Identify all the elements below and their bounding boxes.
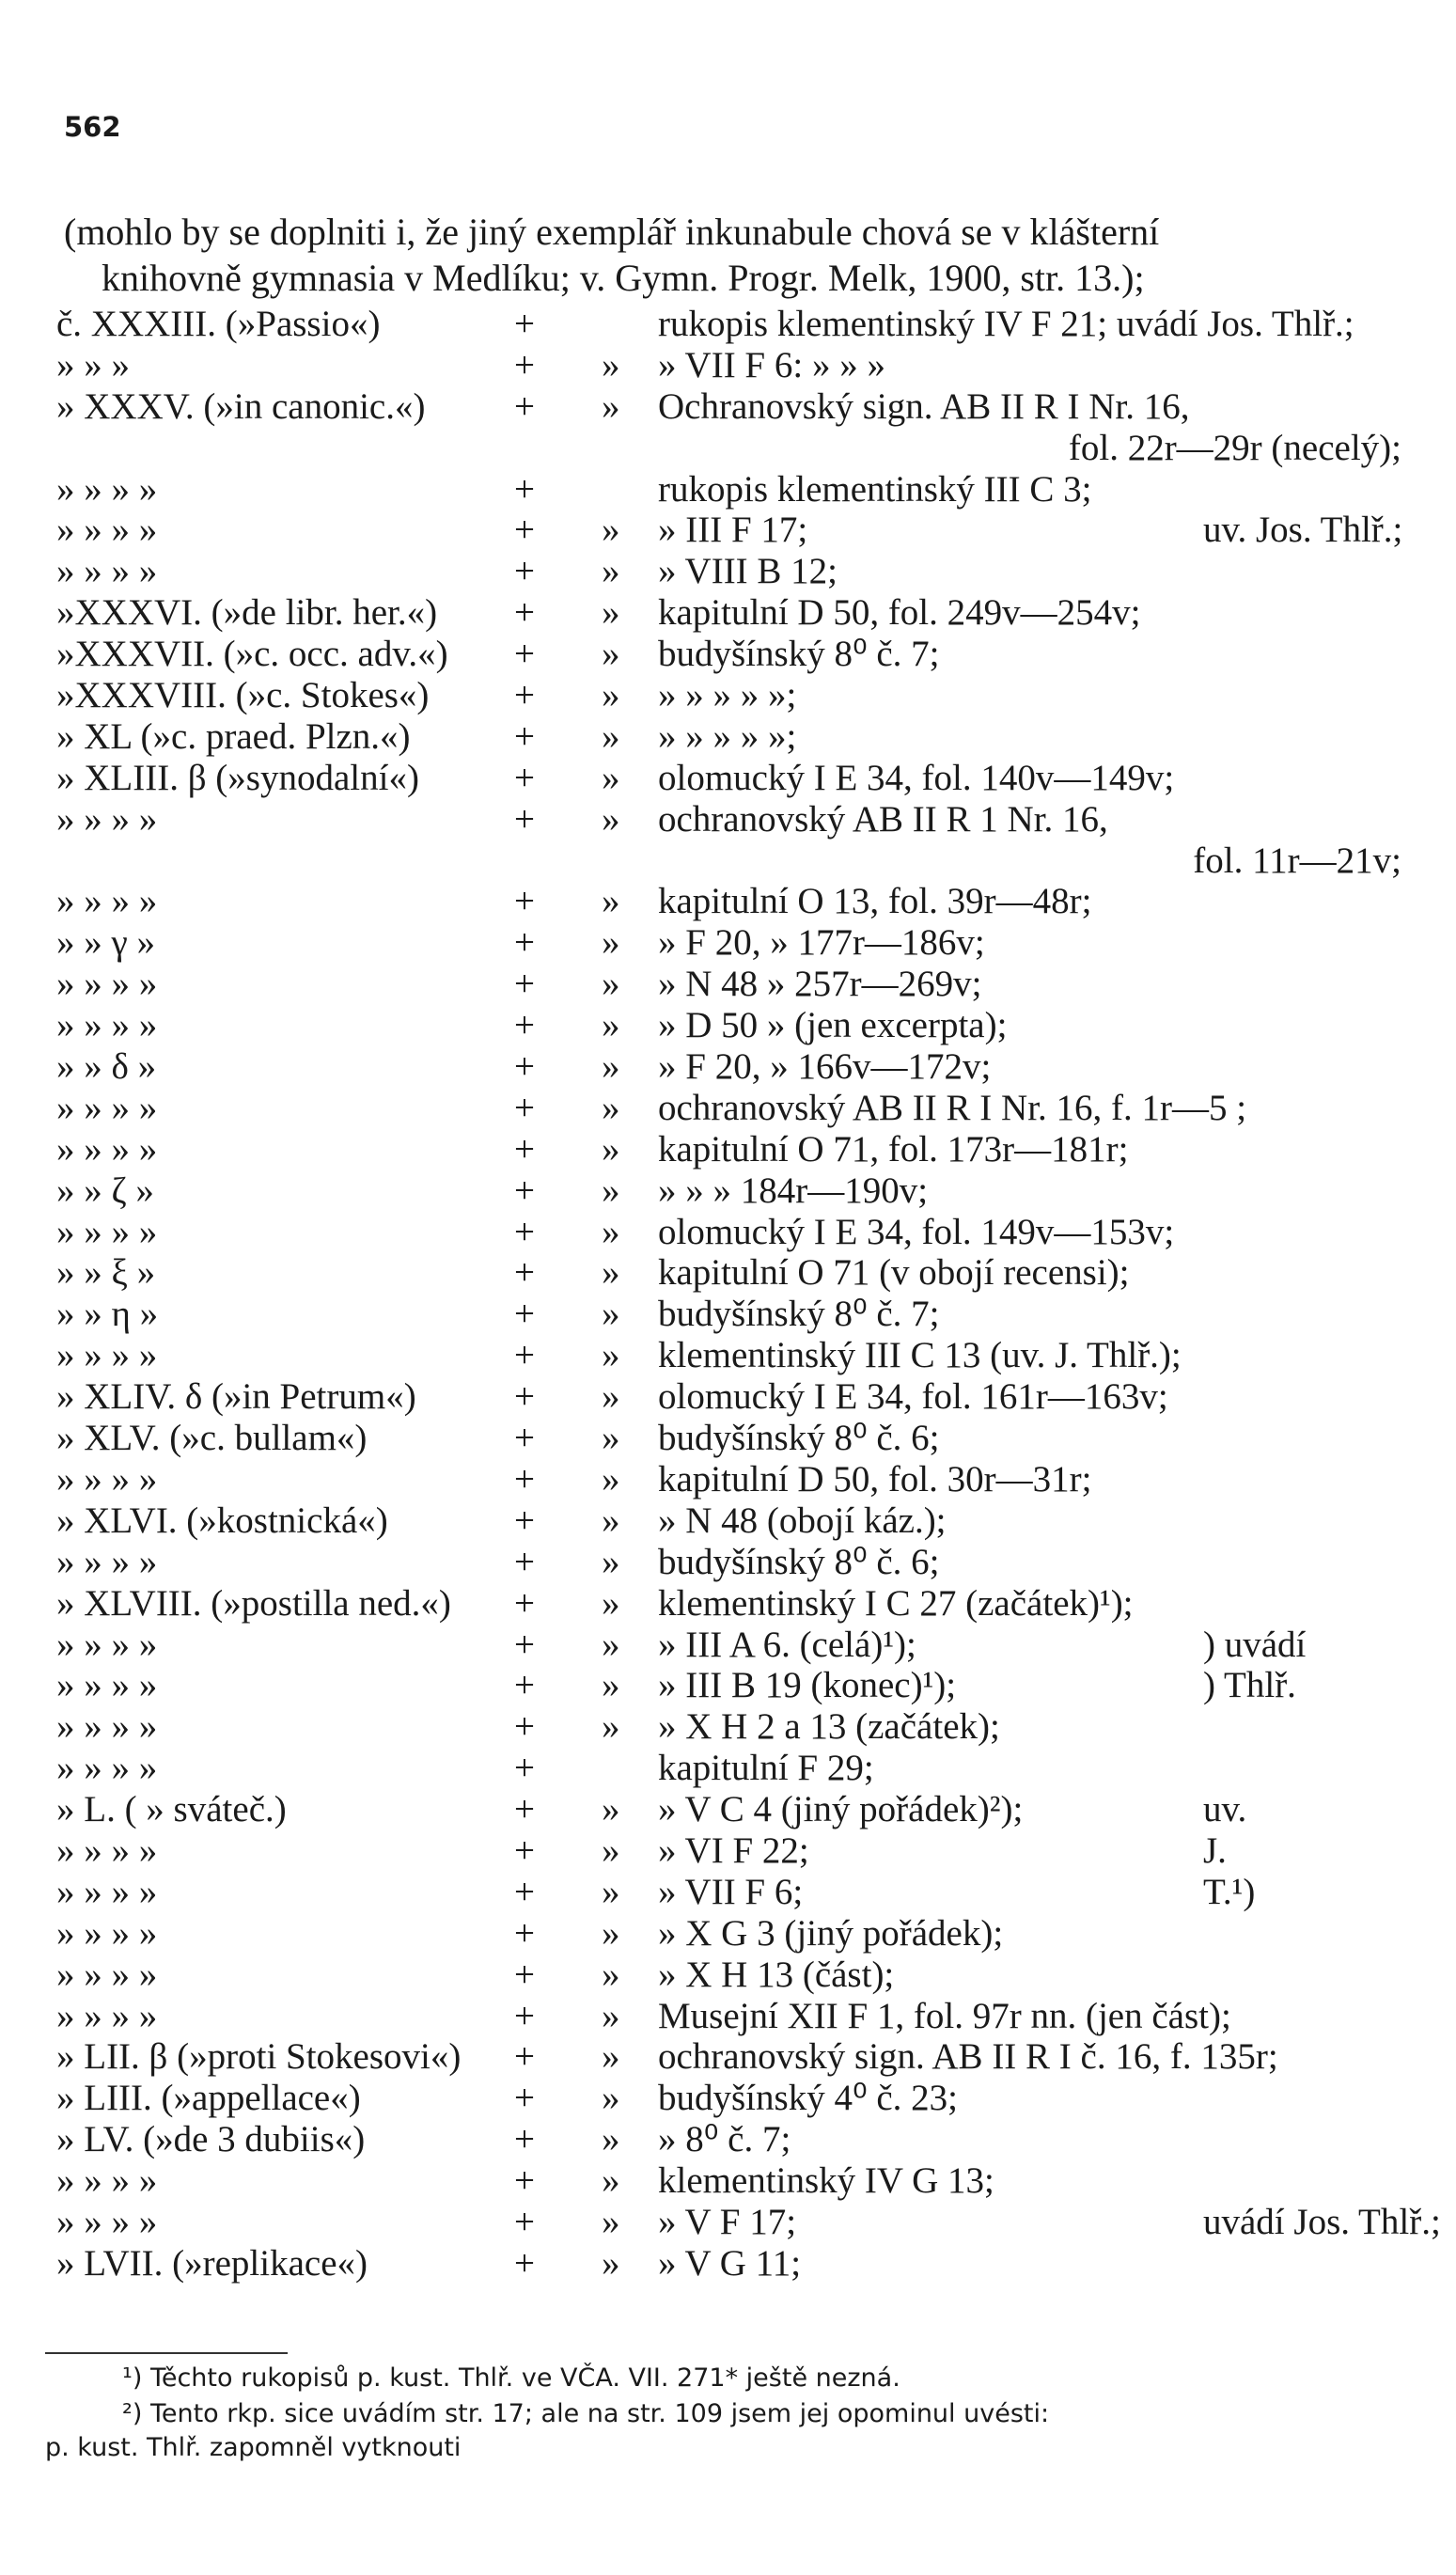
- row-dagger: +: [514, 1582, 535, 1624]
- row-manuscript: Ochranovský sign. AB II R I Nr. 16,: [658, 385, 1190, 427]
- row-manuscript: rukopis klementinský III C 3;: [658, 468, 1092, 510]
- row-manuscript: budyšínský 4⁰ č. 23;: [658, 2078, 958, 2119]
- list-row: [0, 1291, 1456, 1335]
- row-signature: » » » »: [56, 1954, 158, 1995]
- row-note: ) Thlř.: [1203, 1665, 1296, 1706]
- row-ditto: »: [602, 2160, 620, 2202]
- row-signature: » » » »: [56, 1541, 158, 1582]
- list-row: [0, 1209, 1456, 1250]
- row-dagger: +: [514, 1912, 535, 1954]
- list-row: [0, 1168, 1456, 1209]
- list-row: [0, 2075, 1456, 2119]
- list-row: [0, 589, 1456, 634]
- list-row: [0, 1085, 1456, 1126]
- row-ditto: »: [602, 592, 620, 634]
- list-row: [0, 961, 1456, 1005]
- row-manuscript: ochranovský sign. AB II R I č. 16, f. 135r;: [658, 2036, 1278, 2078]
- row-dagger: +: [514, 634, 535, 675]
- footnote-rule: [45, 2352, 288, 2354]
- row-dagger: +: [514, 798, 535, 840]
- row-manuscript: » X G 3 (jiný pořádek);: [658, 1912, 1004, 1954]
- row-dagger: +: [514, 1829, 535, 1871]
- row-signature: » XL (»c. praed. Plzn.«): [56, 715, 411, 757]
- row-ditto: »: [602, 344, 620, 385]
- row-manuscript: » VIII B 12;: [658, 551, 838, 592]
- row-dagger: +: [514, 592, 535, 634]
- row-signature: » » » »: [56, 1665, 158, 1706]
- row-dagger: +: [514, 1170, 535, 1211]
- list-row: [0, 631, 1456, 675]
- row-signature: » » γ »: [56, 922, 155, 964]
- row-ditto: »: [602, 510, 620, 551]
- footnote-2-continued: p. kust. Thlř. zapomněl vytknouti: [45, 2433, 462, 2462]
- row-ditto: »: [602, 1829, 620, 1871]
- row-dagger: +: [514, 344, 535, 385]
- row-ditto: »: [602, 1624, 620, 1665]
- row-dagger: +: [514, 1211, 535, 1252]
- row-manuscript: klementinský III C 13 (uv. J. Thlř.);: [658, 1335, 1182, 1376]
- row-manuscript: » N 48 (obojí káz.);: [658, 1499, 947, 1541]
- row-dagger: +: [514, 2078, 535, 2119]
- row-signature: » XXXV. (»in canonic.«): [56, 385, 426, 427]
- row-signature: » XLIV. δ (»in Petrum«): [56, 1376, 416, 1418]
- row-manuscript: » VI F 22;: [658, 1829, 809, 1871]
- row-manuscript: kapitulní O 71 (v obojí recensi);: [658, 1252, 1130, 1294]
- list-row: [0, 1580, 1456, 1622]
- row-manuscript: » V F 17;: [658, 2201, 797, 2242]
- row-signature: » » »: [56, 344, 130, 385]
- row-dagger: +: [514, 1541, 535, 1582]
- row-dagger: +: [514, 2201, 535, 2242]
- row-ditto: »: [602, 1335, 620, 1376]
- row-manuscript: fol. 22r—29r (necelý);: [1068, 427, 1401, 468]
- row-ditto: »: [602, 2119, 620, 2160]
- row-signature: » » » »: [56, 1706, 158, 1748]
- row-ditto: »: [602, 1789, 620, 1830]
- row-signature: »XXXVII. (»c. occ. adv.«): [56, 634, 448, 675]
- row-signature: » » ξ »: [56, 1252, 156, 1294]
- row-dagger: +: [514, 1335, 535, 1376]
- row-manuscript: » D 50 » (jen excerpta);: [658, 1005, 1008, 1046]
- row-ditto: »: [602, 1376, 620, 1418]
- row-dagger: +: [514, 1087, 535, 1128]
- list-row: [0, 2158, 1456, 2202]
- row-ditto: »: [602, 1871, 620, 1912]
- row-dagger: +: [514, 2119, 535, 2160]
- row-ditto: »: [602, 1954, 620, 1995]
- row-manuscript: Musejní XII F 1, fol. 97r nn. (jen část);: [658, 1995, 1231, 2036]
- row-dagger: +: [514, 1376, 535, 1418]
- row-manuscript: » » » » »;: [658, 675, 797, 716]
- list-row: [0, 1786, 1456, 1828]
- row-signature: » LVII. (»replikace«): [56, 2242, 368, 2284]
- row-dagger: +: [514, 1458, 535, 1499]
- row-note: T.¹): [1203, 1871, 1256, 1912]
- list-row: [0, 919, 1456, 964]
- list-row: [0, 1044, 1456, 1088]
- row-signature: » » » »: [56, 1912, 158, 1954]
- row-note: ) uvádí: [1203, 1624, 1307, 1665]
- row-dagger: +: [514, 1252, 535, 1294]
- list-row: [0, 878, 1456, 922]
- row-dagger: +: [514, 1046, 535, 1088]
- row-ditto: »: [602, 715, 620, 757]
- row-signature: » » » »: [56, 1871, 158, 1912]
- row-dagger: +: [514, 1294, 535, 1335]
- row-signature: » » » »: [56, 881, 158, 922]
- row-signature: » » » »: [56, 1087, 158, 1128]
- row-dagger: +: [514, 1499, 535, 1541]
- row-ditto: »: [602, 1665, 620, 1706]
- row-signature: »XXXVIII. (»c. Stokes«): [56, 675, 430, 716]
- list-row: [0, 2199, 1456, 2240]
- row-manuscript: » » » » »;: [658, 715, 797, 757]
- row-ditto: »: [602, 634, 620, 675]
- row-signature: » » » »: [56, 510, 158, 551]
- row-dagger: +: [514, 1128, 535, 1170]
- list-row: [0, 714, 1456, 755]
- row-dagger: +: [514, 964, 535, 1005]
- row-signature: » LV. (»de 3 dubiis«): [56, 2119, 366, 2160]
- row-manuscript: kapitulní D 50, fol. 249v—254v;: [658, 592, 1141, 634]
- row-signature: » L. ( » sváteč.): [56, 1789, 287, 1830]
- row-dagger: +: [514, 385, 535, 427]
- row-manuscript: » 8⁰ č. 7;: [658, 2119, 791, 2160]
- row-ditto: »: [602, 1541, 620, 1582]
- row-manuscript: rukopis klementinský IV F 21; uvádí Jos. Thlř.;: [658, 304, 1354, 344]
- list-row: [0, 1662, 1456, 1704]
- row-manuscript: » III A 6. (celá)¹);: [658, 1624, 916, 1665]
- row-signature: » » » »: [56, 551, 158, 592]
- row-manuscript: budyšínský 8⁰ č. 7;: [658, 1294, 940, 1335]
- row-manuscript: » X H 13 (část);: [658, 1954, 895, 1995]
- row-dagger: +: [514, 1871, 535, 1912]
- list-row: [0, 2033, 1456, 2078]
- list-row: [0, 1249, 1456, 1294]
- row-ditto: »: [602, 551, 620, 592]
- list-row: [0, 1539, 1456, 1580]
- list-row: [0, 1622, 1456, 1663]
- row-signature: » » » »: [56, 1458, 158, 1499]
- row-dagger: +: [514, 715, 535, 757]
- row-signature: » » » »: [56, 798, 158, 840]
- row-ditto: »: [602, 1294, 620, 1335]
- row-dagger: +: [514, 1624, 535, 1665]
- manuscript-list: [0, 301, 1456, 2282]
- row-manuscript: klementinský I C 27 (začátek)¹);: [658, 1582, 1134, 1624]
- row-manuscript: » V G 11;: [658, 2242, 802, 2284]
- list-row: [0, 1828, 1456, 1869]
- row-signature: » » η »: [56, 1294, 159, 1335]
- row-dagger: +: [514, 1954, 535, 1995]
- row-signature: » » » »: [56, 1995, 158, 2036]
- row-ditto: »: [602, 1706, 620, 1748]
- row-manuscript: budyšínský 8⁰ č. 6;: [658, 1418, 940, 1459]
- row-manuscript: » VII F 6;: [658, 1871, 804, 1912]
- row-ditto: »: [602, 2036, 620, 2078]
- intro-paragraph: [64, 209, 1427, 301]
- row-dagger: +: [514, 2036, 535, 2078]
- row-note: uvádí Jos. Thlř.;: [1203, 2201, 1441, 2242]
- row-ditto: »: [602, 1211, 620, 1252]
- list-row: [0, 1704, 1456, 1748]
- row-signature: » » » »: [56, 1211, 158, 1252]
- list-row: [0, 1002, 1456, 1044]
- row-dagger: +: [514, 757, 535, 798]
- footnote-1: ¹) Těchto rukopisů p. kust. Thlř. ve VČA. VII. 271* ještě nezná.: [122, 2363, 900, 2393]
- row-note: uv.: [1203, 1789, 1247, 1830]
- list-row: [0, 342, 1456, 384]
- row-manuscript: » » » 184r—190v;: [658, 1170, 929, 1211]
- row-ditto: »: [602, 385, 620, 427]
- row-dagger: +: [514, 304, 535, 344]
- row-dagger: +: [514, 1706, 535, 1748]
- row-manuscript: » F 20, » 177r—186v;: [658, 922, 985, 964]
- list-row: [0, 1745, 1456, 1789]
- row-signature: » » » »: [56, 468, 158, 510]
- row-manuscript: klementinský IV G 13;: [658, 2160, 994, 2202]
- row-signature: » » δ »: [56, 1046, 157, 1088]
- row-dagger: +: [514, 2242, 535, 2284]
- row-ditto: »: [602, 1995, 620, 2036]
- list-row: [0, 507, 1456, 551]
- row-dagger: +: [514, 1995, 535, 2036]
- row-signature: » LII. β (»proti Stokesovi«): [56, 2036, 462, 2078]
- row-ditto: »: [602, 2078, 620, 2119]
- row-ditto: »: [602, 1499, 620, 1541]
- row-signature: » » » »: [56, 1748, 158, 1789]
- intro-line: (mohlo by se doplniti i, že jiný exemplář inkunabule chová se v klášterní: [64, 211, 1160, 253]
- row-dagger: +: [514, 1789, 535, 1830]
- row-manuscript: fol. 11r—21v;: [1193, 840, 1401, 881]
- row-signature: » » » »: [56, 2160, 158, 2202]
- row-dagger: +: [514, 551, 535, 592]
- row-signature: » » » »: [56, 964, 158, 1005]
- row-dagger: +: [514, 1418, 535, 1459]
- row-manuscript: olomucký I E 34, fol. 140v—149v;: [658, 757, 1175, 798]
- row-note: uv. Jos. Thlř.;: [1203, 510, 1403, 551]
- row-dagger: +: [514, 881, 535, 922]
- list-row: [0, 796, 1456, 838]
- row-manuscript: budyšínský 8⁰ č. 7;: [658, 634, 940, 675]
- list-row: [0, 1374, 1456, 1418]
- list-row: [0, 1126, 1456, 1168]
- row-ditto: »: [602, 757, 620, 798]
- row-signature: » » » »: [56, 1335, 158, 1376]
- row-manuscript: ochranovský AB II R I Nr. 16, f. 1r—5 ;: [658, 1087, 1247, 1128]
- row-signature: » XLIII. β (»synodalní«): [56, 757, 419, 798]
- row-signature: »XXXVI. (»de libr. her.«): [56, 592, 438, 634]
- row-manuscript: kapitulní O 71, fol. 173r—181r;: [658, 1128, 1129, 1170]
- list-row: [0, 1993, 1456, 2034]
- page-number: 562: [64, 111, 121, 143]
- row-ditto: »: [602, 2201, 620, 2242]
- row-ditto: »: [602, 1458, 620, 1499]
- list-row: [0, 1952, 1456, 1993]
- row-dagger: +: [514, 1748, 535, 1789]
- list-row: [0, 466, 1456, 508]
- row-dagger: +: [514, 510, 535, 551]
- list-row: [0, 2240, 1456, 2282]
- row-ditto: »: [602, 1087, 620, 1128]
- row-dagger: +: [514, 922, 535, 964]
- row-ditto: »: [602, 964, 620, 1005]
- list-row: [0, 425, 1456, 466]
- row-signature: » » ζ »: [56, 1170, 154, 1211]
- row-manuscript: budyšínský 8⁰ č. 6;: [658, 1541, 940, 1582]
- row-manuscript: » F 20, » 166v—172v;: [658, 1046, 992, 1088]
- row-ditto: »: [602, 1005, 620, 1046]
- row-ditto: »: [602, 1582, 620, 1624]
- list-row: [0, 2116, 1456, 2158]
- footnote-2: ²) Tento rkp. sice uvádím str. 17; ale na str. 109 jsem jej opominul uvésti:: [122, 2399, 1050, 2428]
- row-ditto: »: [602, 1418, 620, 1459]
- row-ditto: »: [602, 798, 620, 840]
- row-manuscript: kapitulní O 13, fol. 39r—48r;: [658, 881, 1092, 922]
- row-manuscript: olomucký I E 34, fol. 149v—153v;: [658, 1211, 1175, 1252]
- row-manuscript: » III B 19 (konec)¹);: [658, 1665, 957, 1706]
- list-row: [0, 548, 1456, 592]
- list-row: [0, 1456, 1456, 1498]
- list-row: [0, 1498, 1456, 1539]
- row-ditto: »: [602, 881, 620, 922]
- intro-line: knihovně gymnasia v Medlíku; v. Gymn. Progr. Melk, 1900, str. 13.);: [102, 257, 1145, 299]
- list-row: [0, 301, 1456, 342]
- row-signature: » XLVIII. (»postilla ned.«): [56, 1582, 451, 1624]
- row-dagger: +: [514, 468, 535, 510]
- list-row: [0, 1332, 1456, 1374]
- row-dagger: +: [514, 1665, 535, 1706]
- row-ditto: »: [602, 675, 620, 716]
- list-row: [0, 1869, 1456, 1910]
- row-ditto: »: [602, 1252, 620, 1294]
- row-ditto: »: [602, 1170, 620, 1211]
- list-row: [0, 755, 1456, 796]
- list-row: [0, 384, 1456, 425]
- row-ditto: »: [602, 2242, 620, 2284]
- row-ditto: »: [602, 1046, 620, 1088]
- row-ditto: »: [602, 922, 620, 964]
- row-manuscript: » VII F 6: » » »: [658, 344, 885, 385]
- row-manuscript: » III F 17;: [658, 510, 808, 551]
- row-signature: » » » »: [56, 2201, 158, 2242]
- row-dagger: +: [514, 1005, 535, 1046]
- row-note: J.: [1203, 1829, 1227, 1871]
- row-manuscript: » X H 2 a 13 (začátek);: [658, 1706, 1000, 1748]
- row-manuscript: kapitulní D 50, fol. 30r—31r;: [658, 1458, 1092, 1499]
- row-ditto: »: [602, 1912, 620, 1954]
- row-signature: č. XXXIII. (»Passio«): [56, 304, 381, 344]
- row-signature: » » » »: [56, 1005, 158, 1046]
- row-signature: » LIII. (»appellace«): [56, 2078, 361, 2119]
- list-row: [0, 838, 1456, 879]
- row-signature: » XLV. (»c. bullam«): [56, 1418, 368, 1459]
- row-manuscript: kapitulní F 29;: [658, 1748, 874, 1789]
- row-manuscript: olomucký I E 34, fol. 161r—163v;: [658, 1376, 1168, 1418]
- list-row: [0, 1415, 1456, 1459]
- list-row: [0, 1910, 1456, 1952]
- row-manuscript: ochranovský AB II R 1 Nr. 16,: [658, 798, 1108, 840]
- list-row: [0, 672, 1456, 714]
- row-manuscript: » V C 4 (jiný pořádek)²);: [658, 1789, 1024, 1830]
- row-dagger: +: [514, 675, 535, 716]
- row-signature: » XLVI. (»kostnická«): [56, 1499, 388, 1541]
- row-signature: » » » »: [56, 1624, 158, 1665]
- row-signature: » » » »: [56, 1128, 158, 1170]
- row-ditto: »: [602, 1128, 620, 1170]
- row-dagger: +: [514, 2160, 535, 2202]
- row-signature: » » » »: [56, 1829, 158, 1871]
- row-manuscript: » N 48 » 257r—269v;: [658, 964, 982, 1005]
